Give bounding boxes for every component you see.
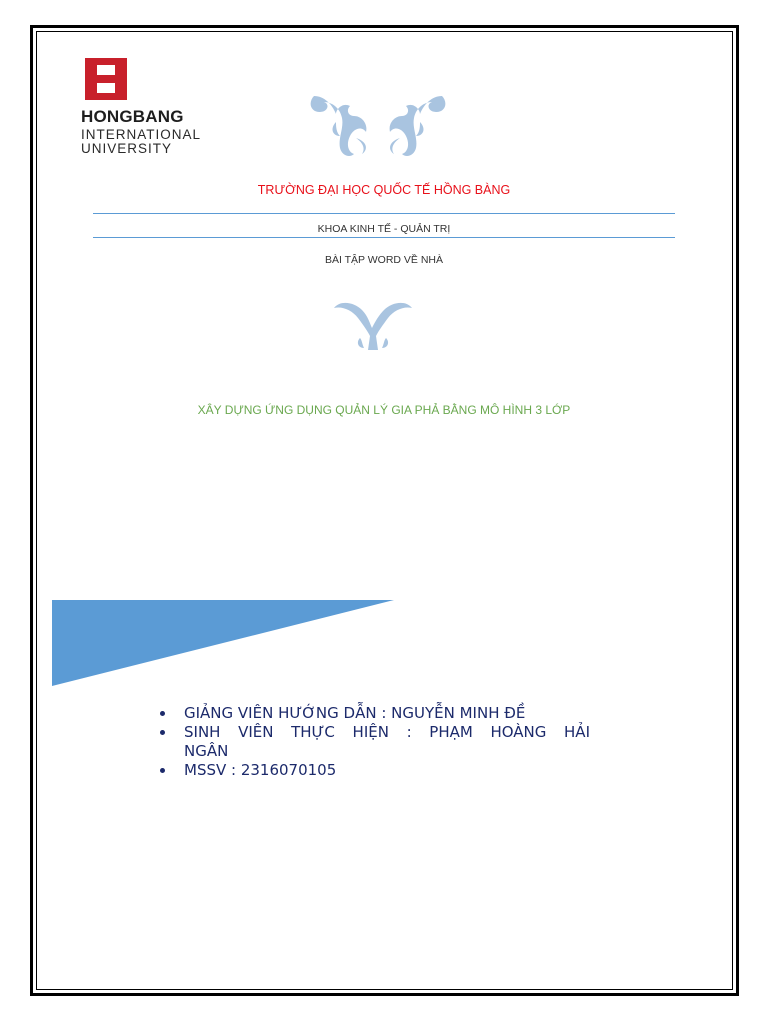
hongbang-logo-icon (83, 58, 129, 100)
logo-line2: INTERNATIONAL (81, 127, 202, 142)
student-info-list (160, 704, 590, 780)
decorative-blue-triangle (52, 600, 394, 686)
logo-line3: UNIVERSITY (81, 141, 173, 156)
faculty-name: KHOA KINH TẾ - QUẢN TRỊ (317, 223, 451, 235)
fleur-ornament-icon (332, 298, 414, 352)
list-item-student-id (160, 761, 590, 780)
list-item-student (160, 723, 590, 761)
flourish-ornament-icon (306, 88, 450, 160)
logo-name: HONGBANG (81, 107, 184, 126)
project-title: XÂY DỰNG ỨNG DỤNG QUẢN LÝ GIA PHẢ BẰNG MÔ HÌNH 3 LỚP (197, 403, 571, 417)
divider-bottom (93, 237, 675, 238)
university-logo (63, 34, 217, 164)
student-id-text: MSSV : 2316070105 (184, 761, 337, 779)
student-text-line1: SINH VIÊN THỰC HIỆN : PHẠM HOÀNG HẢI (184, 723, 590, 741)
university-name: TRƯỜNG ĐẠI HỌC QUỐC TẾ HỒNG BÀNG (257, 183, 511, 197)
list-item-lecturer (160, 704, 590, 723)
assignment-title: BÀI TẬP WORD VỀ NHÀ (324, 254, 444, 266)
lecturer-text: GIẢNG VIÊN HƯỚNG DẪN : NGUYỄN MINH ĐỀ (184, 704, 526, 722)
page-border-inner (36, 31, 733, 990)
divider-top (93, 213, 675, 214)
student-text-line2: NGÂN (184, 742, 229, 760)
